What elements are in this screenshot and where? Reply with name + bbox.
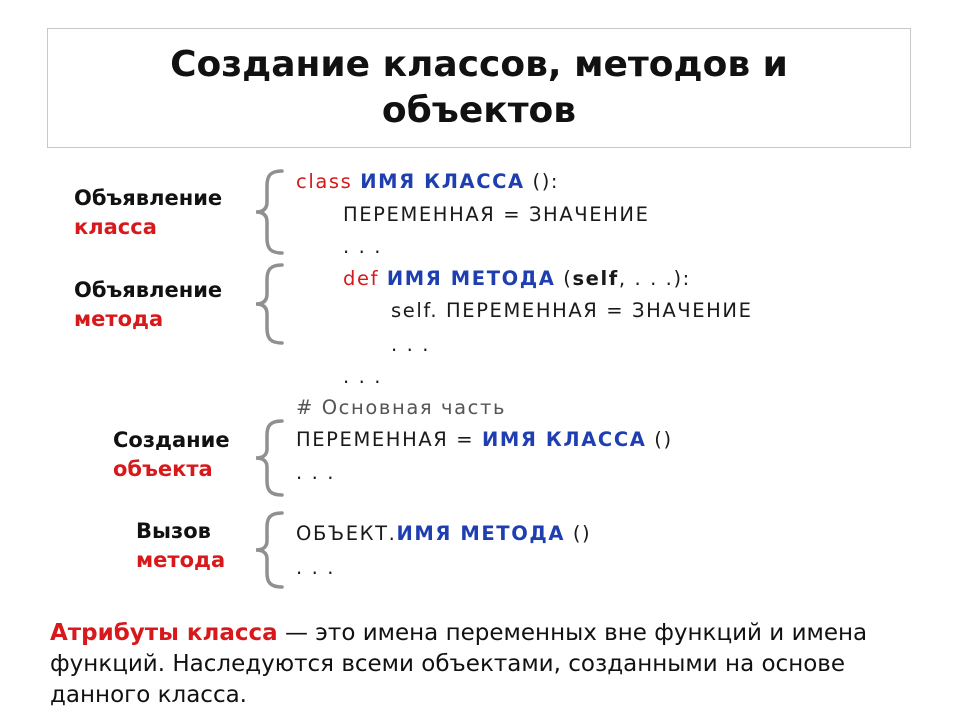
code-line-ellipsis-4: . . .	[296, 461, 335, 484]
object-paren: ()	[646, 428, 673, 451]
class-name: ИМЯ КЛАССА	[360, 170, 525, 193]
class-keyword: class	[296, 170, 353, 193]
label-method-call	[136, 517, 225, 575]
label-class-declaration-line1: Объявление	[74, 186, 223, 210]
label-method-declaration-line1: Объявление	[74, 278, 223, 302]
call-method-name: ИМЯ МЕТОДА	[396, 522, 566, 545]
brace-class-declaration	[252, 168, 286, 256]
code-line-class	[296, 170, 559, 193]
footer-note	[50, 618, 930, 711]
brace-object-creation	[252, 418, 286, 498]
code-line-self-assign: self. ПЕРЕМЕННАЯ = ЗНАЧЕНИЕ	[391, 299, 753, 322]
footer-highlight: Атрибуты класса	[50, 620, 278, 646]
object-assign-prefix: ПЕРЕМЕННАЯ =	[296, 428, 482, 451]
object-class-name: ИМЯ КЛАССА	[481, 428, 647, 451]
code-line-ellipsis-5: . . .	[296, 556, 335, 579]
method-name: ИМЯ МЕТОДА	[386, 267, 556, 290]
label-object-creation-line1: Создание	[113, 428, 230, 452]
def-args-rest: , . . .):	[618, 267, 691, 290]
code-line-ellipsis-3: . . .	[343, 365, 382, 388]
code-line-ellipsis-1: . . .	[343, 235, 382, 258]
def-keyword: def	[343, 267, 380, 290]
label-method-declaration	[74, 276, 222, 334]
title-box	[47, 28, 911, 148]
self-keyword: self	[572, 267, 619, 290]
brace-method-call	[252, 510, 286, 590]
code-line-var-assign: ПЕРЕМЕННАЯ = ЗНАЧЕНИЕ	[343, 203, 650, 226]
label-class-declaration	[74, 184, 222, 242]
call-paren: ()	[565, 522, 592, 545]
label-object-creation-line2: объекта	[113, 457, 213, 481]
code-line-object-assign	[296, 428, 673, 451]
label-method-declaration-line2: метода	[74, 307, 164, 331]
code-line-comment: # Основная часть	[296, 396, 507, 419]
code-line-ellipsis-2: . . .	[391, 333, 430, 356]
page-title-line-2: объектов	[381, 90, 577, 131]
label-object-creation	[113, 426, 230, 484]
def-args-open: (	[555, 267, 573, 290]
call-prefix: ОБЪЕКТ.	[296, 522, 397, 545]
code-line-method-call	[296, 522, 591, 545]
class-paren: ():	[524, 170, 560, 193]
page-title-line-1: Создание классов, методов и	[170, 44, 788, 85]
label-method-call-line1: Вызов	[136, 519, 211, 543]
label-class-declaration-line2: класса	[74, 215, 157, 239]
footer-text: — это имена переменных вне функций и имена функций. Наследуются всеми объектами, созданными на основе данного класса.	[50, 620, 868, 708]
brace-method-declaration	[252, 262, 286, 346]
label-method-call-line2: метода	[136, 548, 226, 572]
code-line-def	[343, 267, 691, 290]
